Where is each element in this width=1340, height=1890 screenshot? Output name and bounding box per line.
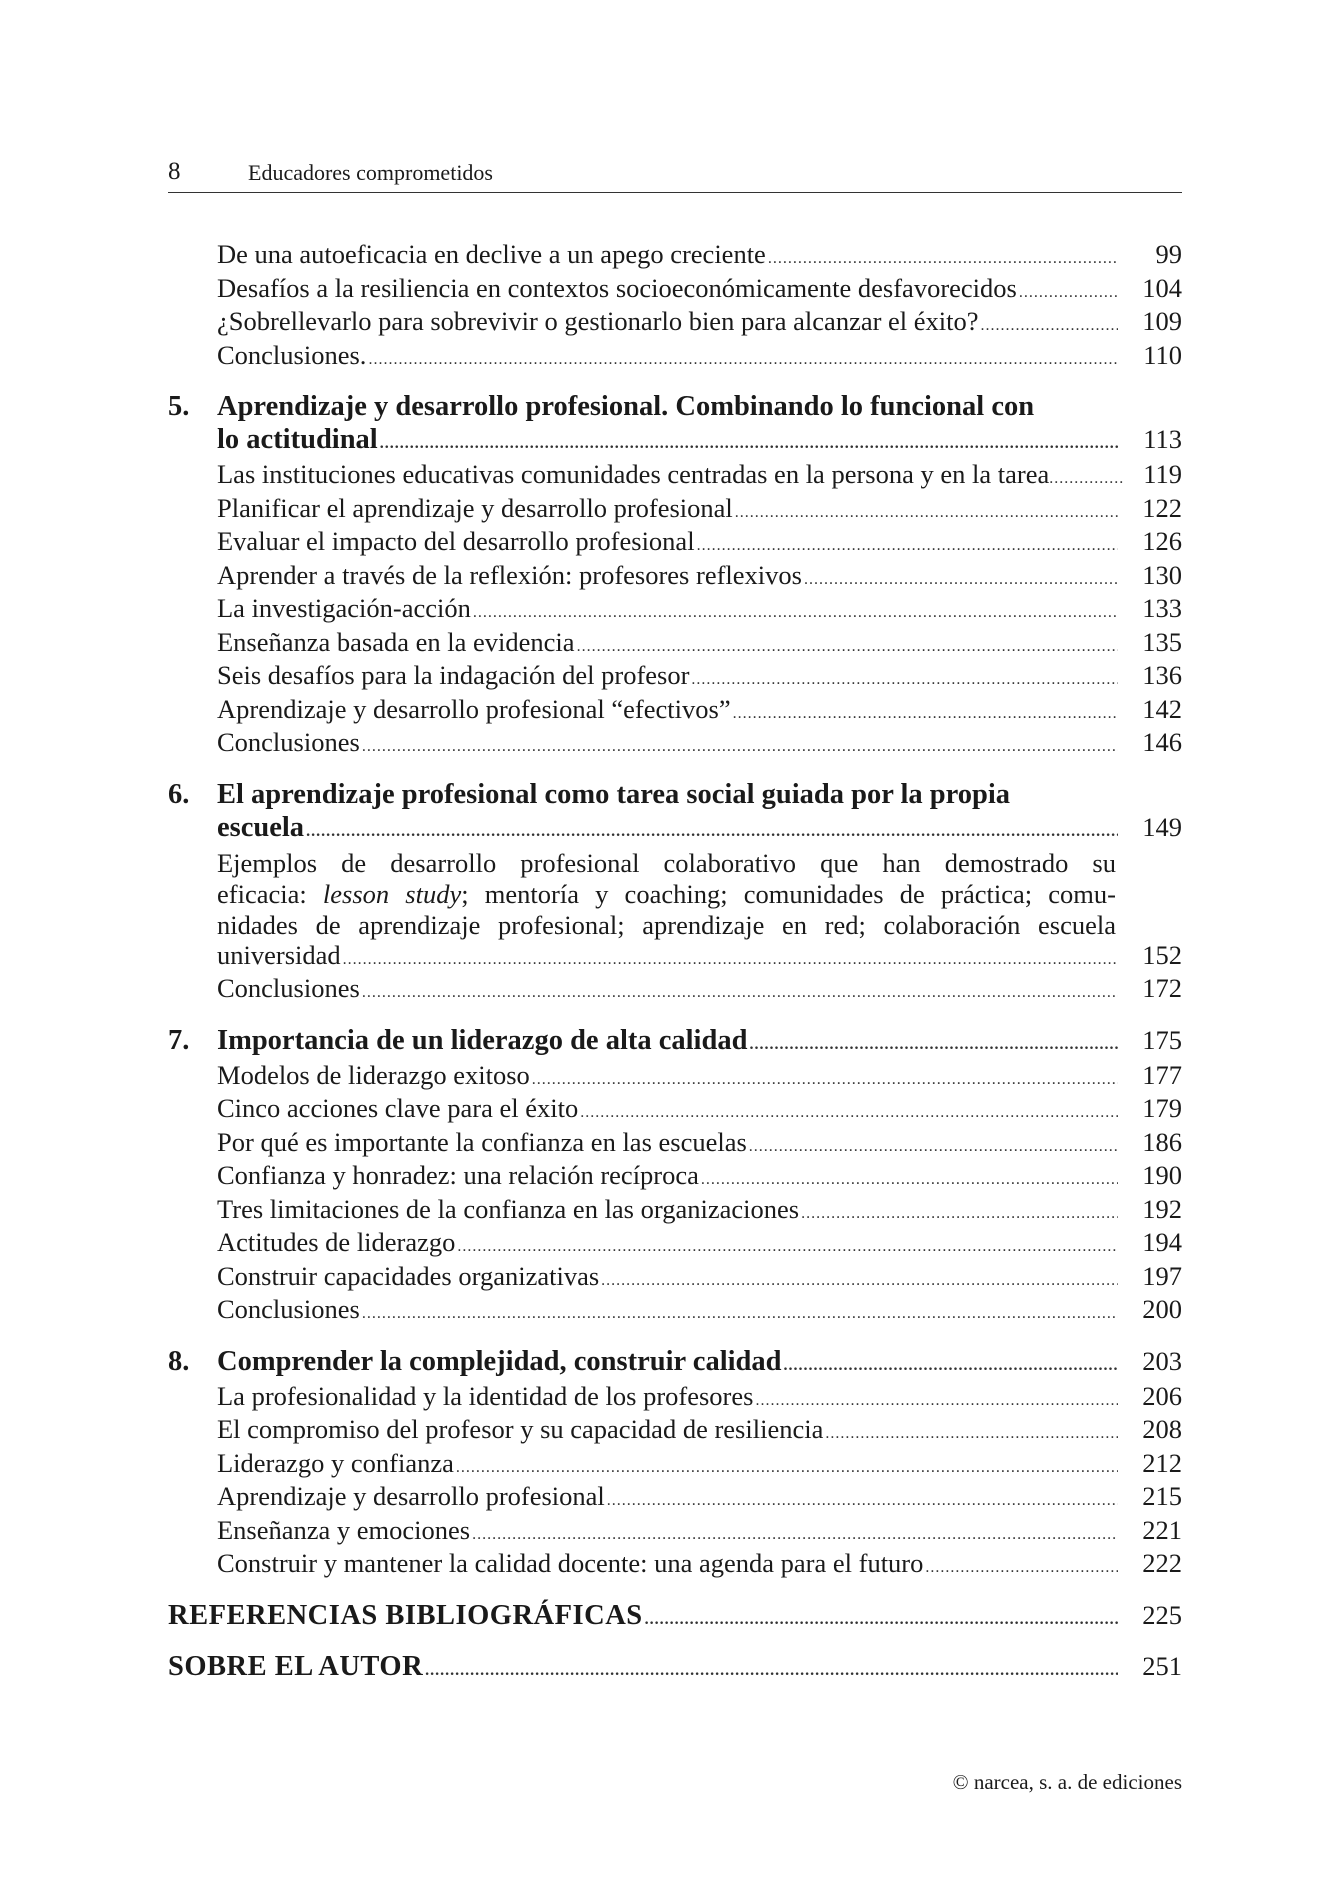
toc-entry: El compromiso del profesor y su capacidad de resiliencia ..... 208 — [168, 1415, 1182, 1449]
toc-entry: Las instituciones educativas comunidades centradas en la persona y en la tarea ..... 119 — [168, 460, 1182, 494]
chapter-8 — [168, 1345, 1182, 1583]
toc-entry: Planificar el aprendizaje y desarrollo profesional ..... 122 — [168, 494, 1182, 528]
toc-entry: Conclusiones ..... 146 — [168, 728, 1182, 762]
toc-entry: Confianza y honradez: una relación recíproca ..... 190 — [168, 1161, 1182, 1195]
toc-paragraph-line: eficacia: lesson study; mentoría y coaching; comunidades de práctica; comu- — [217, 878, 1116, 909]
toc-entry: universidad ..... 152 — [168, 941, 1182, 975]
toc-entry: De una autoeficacia en declive a un apego creciente ..... 99 — [168, 240, 1182, 274]
running-header — [168, 158, 1182, 193]
page-number: 8 — [168, 158, 181, 185]
toc-entry: Aprendizaje y desarrollo profesional ..... 215 — [168, 1482, 1182, 1516]
toc-entry: Construir capacidades organizativas ..... 197 — [168, 1262, 1182, 1296]
chapter-7 — [168, 1024, 1182, 1329]
toc-entry: Por qué es importante la confianza en las escuelas ..... 186 — [168, 1128, 1182, 1162]
toc-entry: Liderazgo y confianza ..... 212 — [168, 1449, 1182, 1483]
toc-entry: Construir y mantener la calidad docente: una agenda para el futuro ..... 222 — [168, 1549, 1182, 1583]
toc-entry: Desafíos a la resiliencia en contextos socioeconómicamente desfavorecidos ..... 104 — [168, 274, 1182, 308]
toc-entry: Modelos de liderazgo exitoso ..... 177 — [168, 1061, 1182, 1095]
toc-paragraph-line: Ejemplos de desarrollo profesional colaborativo que han demostrado su — [217, 847, 1116, 878]
references-entry: REFERENCIAS BIBLIOGRÁFICAS ..... 225 — [168, 1599, 1182, 1636]
chapter-heading: 5. Aprendizaje y desarrollo profesional. Combinando lo funcional con — [168, 391, 1035, 422]
toc-paragraph-line: nidades de aprendizaje profesional; aprendizaje en red; colaboración escuela — [217, 909, 1116, 940]
about-section — [168, 1650, 1182, 1687]
chapter-heading: 7. Importancia de un liderazgo de alta calidad ..... 175 — [168, 1024, 1182, 1061]
toc-entry: Aprender a través de la reflexión: profesores reflexivos ..... 130 — [168, 561, 1182, 595]
toc-entry: Conclusiones ..... 200 — [168, 1295, 1182, 1329]
toc-entry: Conclusiones ..... 172 — [168, 974, 1182, 1008]
toc-entry: Actitudes de liderazgo ..... 194 — [168, 1228, 1182, 1262]
chapter-6 — [168, 778, 1182, 1008]
chapter-heading: 6. El aprendizaje profesional como tarea social guiada por la propia — [168, 778, 1011, 810]
about-author-entry: SOBRE EL AUTOR ..... 251 — [168, 1650, 1182, 1687]
toc-entry: Evaluar el impacto del desarrollo profesional ..... 126 — [168, 527, 1182, 561]
toc-entry: Aprendizaje y desarrollo profesional “efectivos” ..... 142 — [168, 695, 1182, 729]
toc-entry: ¿Sobrellevarlo para sobrevivir o gestionarlo bien para alcanzar el éxito? ..... 109 — [168, 307, 1182, 341]
publisher-footer: © narcea, s. a. de ediciones — [952, 1770, 1182, 1794]
chapter-heading: 8. Comprender la complejidad, construir calidad ..... 203 — [168, 1345, 1182, 1382]
toc-entry: Enseñanza basada en la evidencia ..... 135 — [168, 628, 1182, 662]
chapter-heading-cont: escuela ..... 149 — [168, 811, 1182, 848]
table-of-contents — [168, 240, 1182, 1687]
toc-entry: La profesionalidad y la identidad de los profesores ..... 206 — [168, 1382, 1182, 1416]
toc-entry: Cinco acciones clave para el éxito ..... 179 — [168, 1094, 1182, 1128]
chapter-heading-cont: lo actitudinal ..... 113 — [168, 423, 1182, 460]
toc-entry: Tres limitaciones de la confianza en las organizaciones ..... 192 — [168, 1195, 1182, 1229]
chapter-5 — [168, 390, 1182, 762]
references-section — [168, 1599, 1182, 1636]
running-title: Educadores comprometidos — [248, 160, 493, 185]
toc-entry: Seis desafíos para la indagación del profesor ..... 136 — [168, 661, 1182, 695]
toc-entry: Enseñanza y emociones ..... 221 — [168, 1516, 1182, 1550]
toc-entry: Conclusiones. ..... 110 — [168, 341, 1182, 375]
toc-entry: La investigación-acción ..... 133 — [168, 594, 1182, 628]
